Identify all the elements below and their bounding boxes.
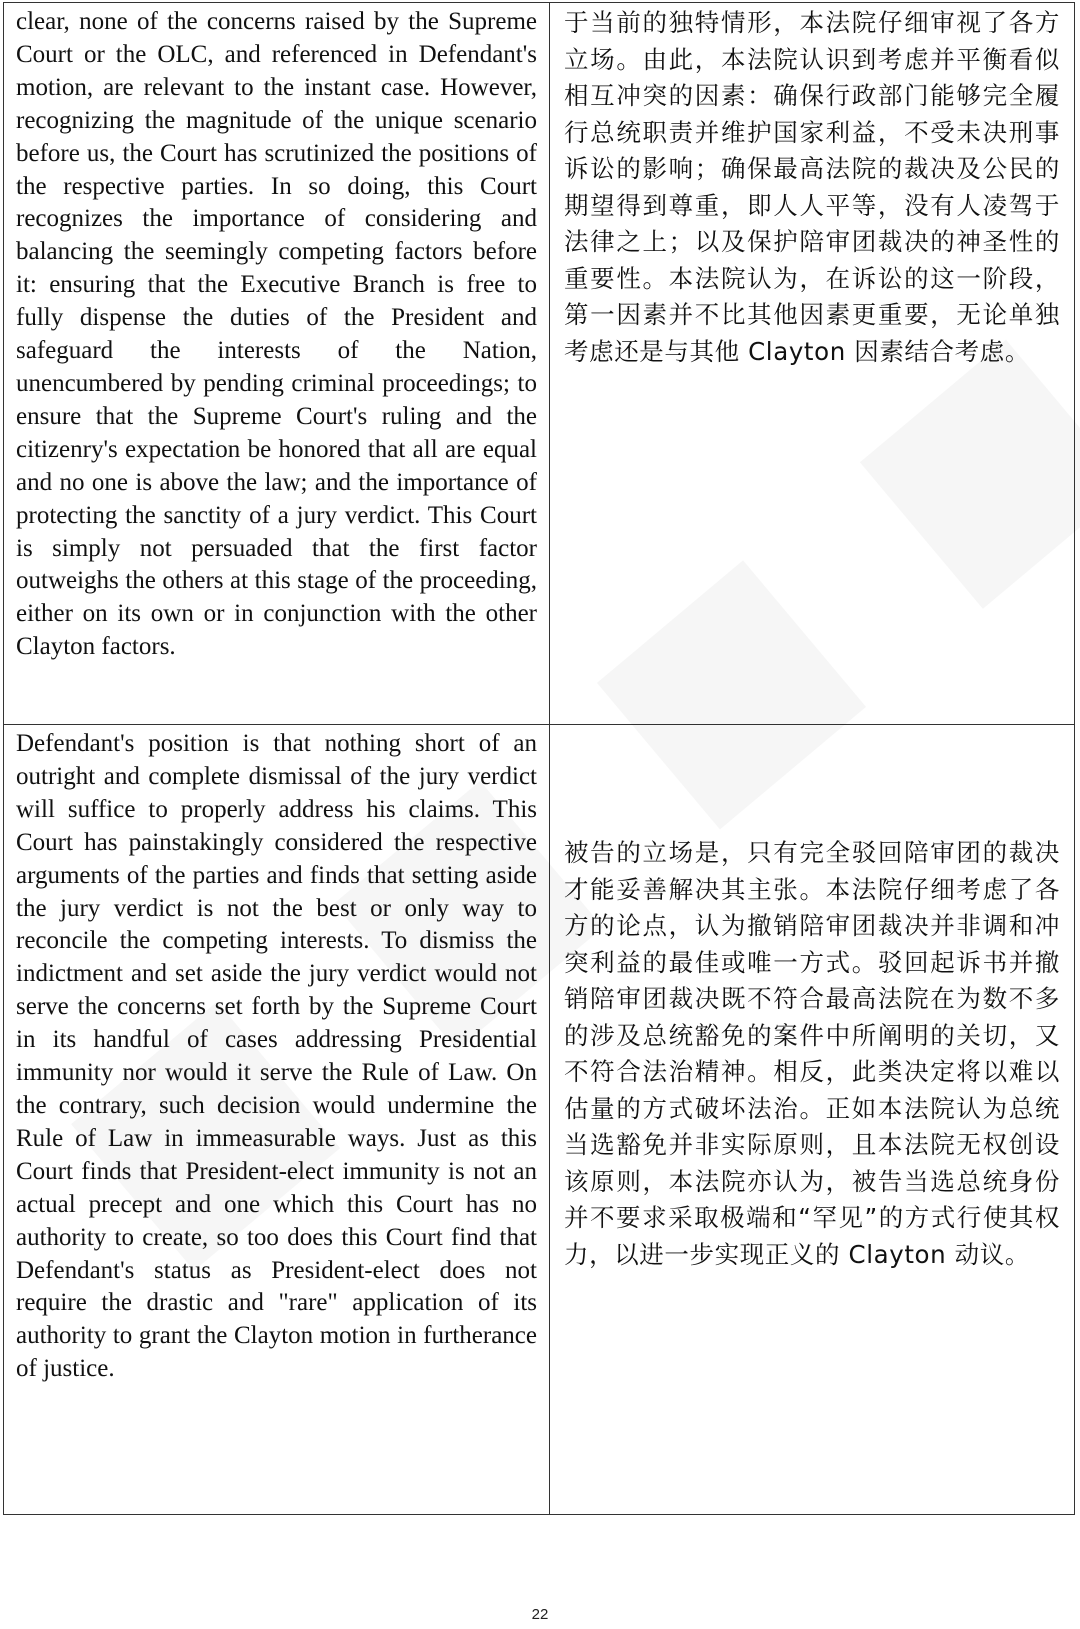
page-number: 22 <box>531 1606 549 1623</box>
chinese-cell <box>550 3 1075 725</box>
table-row <box>4 3 1075 725</box>
table-row <box>4 725 1075 1515</box>
chinese-paragraph: 被告的立场是，只有完全驳回陪审团的裁决才能妥善解决其主张。本法院仔细考虑了各方的论点，认为撤销陪审团裁决并非调和冲突利益的最佳或唯一方式。驳回起诉书并撤销陪审团裁决既不符合最高法院在为数不多的涉及总统豁免的案件中所阐明的关切，又不符合法治精神。相反，此类决定将以难以估量的方式破坏法治。正如本法院认为总统当选豁免并非实际原则，且本法院无权创设该原则，本法院亦认为，被告当选总统身份并不要求采取极端和“罕见”的方式行使其权力，以进一步实现正义的 Clayton 动议。 <box>564 838 1060 1269</box>
english-paragraph: clear, none of the concerns raised by the Supreme Court or the OLC, and referenced in Defendant's motion, are relevant to the instant case. However, recognizing the magnitude of the unique scenario before us, the Court has scrutinized the positions of the respective parties. In so doing, this Court recognizes the importance of considering and balancing the seemingly competing factors before it: ensuring that the Executive Branch is free to fully dispense the duties of the President and safeguard the interests of the Nation, unencumbered by pending criminal proceedings; to ensure that the Supreme Court's ruling and the citizenry's expectation be honored that all are equal and no one is above the law; and the importance of protecting the sanctity of a jury verdict. This Court is simply not persuaded that the first factor outweighs the others at this stage of the proceeding, either on its own or in conjunction with the other Clayton factors. <box>16 8 537 661</box>
english-cell <box>4 3 550 725</box>
english-paragraph: Defendant's position is that nothing short of an outright and complete dismissal of the jury verdict will suffice to properly address his claims. This Court has painstakingly considered the respective arguments of the parties and finds that setting aside the jury verdict is not the best or only way to reconcile the competing interests. To dismiss the indictment and set aside the jury verdict would not serve the concerns set forth by the Supreme Court in its handful of cases addressing Presidential immunity nor would it serve the Rule of Law. On the contrary, such decision would undermine the Rule of Law in immeasurable ways. Just as this Court finds that President-elect immunity is not an actual precept and one which this Court has no authority to create, so too does this Court find that Defendant's status as President-elect does not require the drastic and "rare" application of its authority to grant the Clayton motion in furtherance of justice. <box>16 730 537 1383</box>
chinese-cell <box>550 725 1075 1515</box>
bilingual-translation-table <box>3 2 1075 1515</box>
english-cell <box>4 725 550 1515</box>
chinese-paragraph: 于当前的独特情形，本法院仔细审视了各方立场。由此，本法院认识到考虑并平衡看似相互冲突的因素：确保行政部门能够完全履行总统职责并维护国家利益，不受未决刑事诉讼的影响；确保最高法院的裁决及公民的期望得到尊重，即人人平等，没有人凌驾于法律之上；以及保护陪审团裁决的神圣性的重要性。本法院认为，在诉讼的这一阶段，第一因素并不比其他因素更重要，无论单独考虑还是与其他 Clayton 因素结合考虑。 <box>564 8 1060 366</box>
